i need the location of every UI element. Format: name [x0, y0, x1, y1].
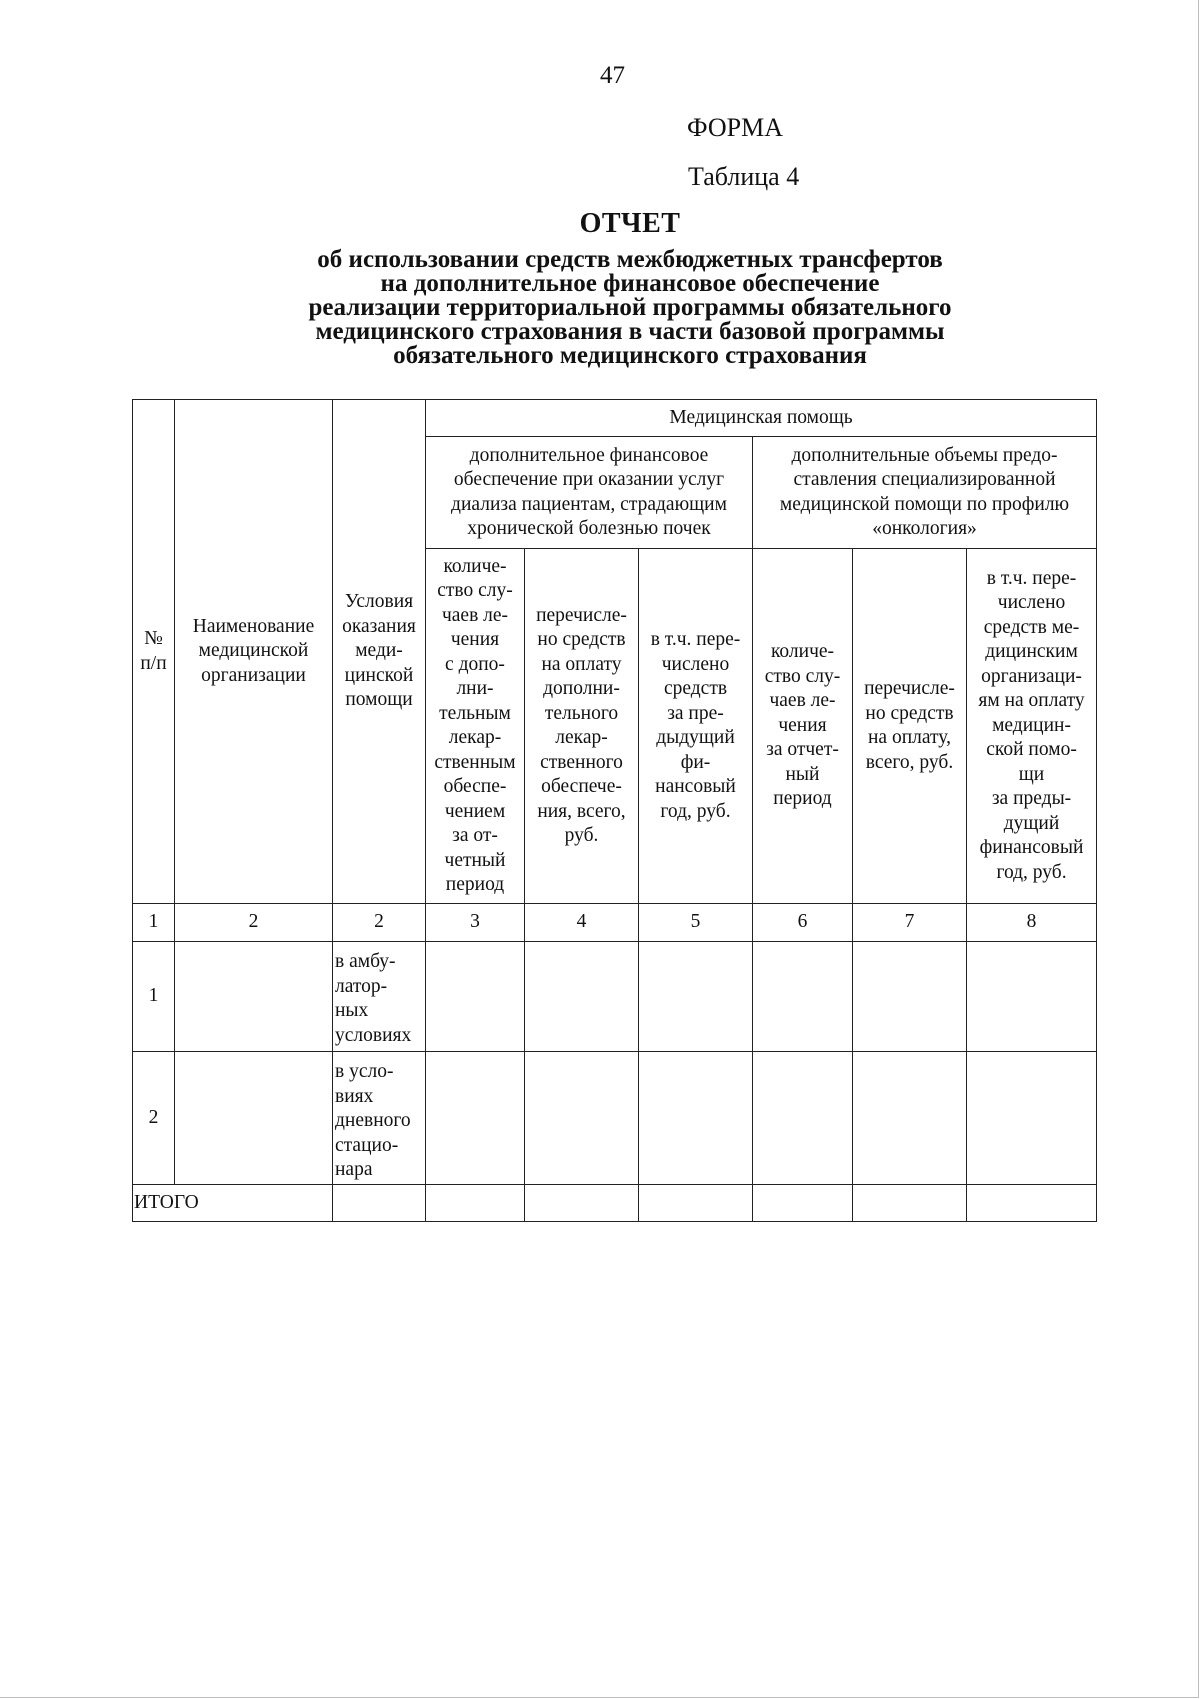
column-number: 1: [133, 904, 175, 942]
total-row: [133, 1185, 1097, 1222]
header-line: средств ме-: [983, 616, 1080, 638]
header-line: ственным: [434, 751, 516, 773]
header-line: ственного: [540, 751, 623, 773]
header-col7: [853, 549, 967, 904]
table-label: Таблица 4: [688, 162, 800, 191]
header-line: с допо-: [445, 653, 505, 675]
header-line: дицинским: [985, 641, 1078, 663]
row-cell: [426, 1052, 525, 1185]
header-group-oncology: дополнительные объемы предо- ставления специализированной медицинской помощи по профилю «онкология»: [753, 437, 1097, 549]
header-line: числено: [997, 592, 1066, 614]
header-line: период: [445, 874, 505, 895]
row-cell: [639, 1052, 753, 1185]
table-row: [133, 1052, 1097, 1185]
header-line: организаци-: [981, 665, 1082, 687]
row-cell: [967, 942, 1097, 1052]
header-line: но средств: [865, 702, 954, 724]
row-org-name-cell: [175, 1052, 333, 1185]
subtitle-line: медицинского страхования в части базовой программы: [315, 318, 945, 345]
header-line: за преды-: [991, 788, 1072, 810]
row-org-name-cell: [175, 942, 333, 1052]
column-number: 4: [525, 904, 639, 942]
total-cell: [525, 1185, 639, 1222]
column-number: 5: [639, 904, 753, 942]
header-line: ния, всего,: [537, 800, 626, 822]
header-line: лекар-: [555, 727, 608, 748]
header-line: ям на оплату: [978, 690, 1085, 712]
column-number: 6: [753, 904, 853, 942]
header-line: год, руб.: [660, 800, 731, 822]
row-cell: [753, 942, 853, 1052]
header-line: нансовый: [655, 776, 736, 797]
header-line: числено: [661, 653, 730, 675]
header-line: на оплату: [541, 653, 622, 675]
report-subtitle: [230, 248, 1030, 368]
total-cell: [967, 1185, 1097, 1222]
page-number: 47: [600, 62, 625, 89]
header-line: ской помо-: [986, 739, 1077, 761]
header-line: тельного: [544, 702, 619, 724]
column-number: 2: [333, 904, 426, 942]
header-line: чения: [450, 629, 500, 650]
header-num: № п/п: [133, 400, 175, 904]
row-cell: [853, 942, 967, 1052]
header-line: тельным: [439, 702, 511, 724]
header-line: дополни-: [543, 678, 620, 699]
row-cell: [853, 1052, 967, 1185]
header-line: финансовый: [979, 837, 1084, 859]
header-line: лни-: [456, 678, 494, 699]
condition-line: условиях: [335, 1024, 412, 1046]
header-line: дущий: [1003, 812, 1060, 834]
header-line: лекар-: [448, 727, 502, 748]
header-line: фи-: [680, 751, 711, 773]
header-line: щи: [1018, 763, 1045, 785]
header-col8: [967, 549, 1097, 904]
header-line: дыдущий: [656, 727, 735, 748]
header-col4: [525, 549, 639, 904]
column-number: 3: [426, 904, 525, 942]
header-line: количе-: [770, 641, 835, 663]
header-line: за от-: [452, 825, 498, 846]
header-line: чением: [444, 800, 506, 822]
condition-line: виях: [335, 1085, 374, 1107]
header-line: руб.: [564, 825, 599, 846]
subtitle-line: обязательного медицинского страхования: [393, 342, 867, 369]
header-line: период: [773, 788, 832, 810]
header-line: но средств: [537, 629, 626, 650]
column-number: 7: [853, 904, 967, 942]
row-cell: [753, 1052, 853, 1185]
total-cell: [853, 1185, 967, 1222]
condition-line: нара: [335, 1159, 373, 1180]
row-condition: [333, 1052, 426, 1185]
header-line: обеспече-: [541, 776, 622, 797]
header-line: перечисле-: [864, 678, 955, 699]
header-line: чаев ле-: [769, 690, 836, 712]
condition-line: в усло-: [335, 1061, 394, 1082]
header-line: медицин-: [992, 714, 1071, 736]
header-line: количе-: [443, 555, 507, 577]
header-line: год, руб.: [996, 861, 1067, 883]
row-cell: [525, 1052, 639, 1185]
table-row: [133, 942, 1097, 1052]
header-line: всего, руб.: [865, 751, 954, 773]
header-conditions: Условия оказания меди- цинской помощи: [333, 400, 426, 904]
total-label: ИТОГО: [133, 1185, 333, 1222]
total-cell: [753, 1185, 853, 1222]
header-col5: [639, 549, 753, 904]
subtitle-line: об использовании средств межбюджетных трансфертов: [317, 246, 943, 273]
form-label: ФОРМА: [687, 113, 783, 142]
header-line: чения: [778, 714, 827, 736]
header-col6: [753, 549, 853, 904]
header-line: в т.ч. пере-: [650, 629, 741, 650]
column-numbers-row: [133, 904, 1097, 942]
header-group-dialysis: дополнительное финансовое обеспечение при оказании услуг диализа пациентам, страдающим хронической болезнью почек: [426, 437, 753, 549]
condition-line: в амбу-: [335, 951, 396, 972]
row-cell: [639, 942, 753, 1052]
header-line: обеспе-: [443, 776, 507, 797]
header-line: средств: [663, 678, 728, 699]
header-line: ство слу-: [764, 665, 841, 687]
row-condition: [333, 942, 426, 1052]
report-title: ОТЧЕТ: [579, 208, 681, 239]
report-table: [132, 399, 1097, 1222]
column-number: 2: [175, 904, 333, 942]
row-cell: [426, 942, 525, 1052]
header-col3: [426, 549, 525, 904]
header-row-top: [133, 400, 1097, 437]
header-line: перечисле-: [536, 604, 627, 626]
header-line: чаев ле-: [441, 604, 509, 626]
header-line: ный: [785, 763, 820, 785]
subtitle-line: реализации территориальной программы обязательного: [308, 294, 952, 321]
row-num: 1: [133, 942, 175, 1052]
header-line: на оплату,: [868, 727, 951, 748]
header-line: в т.ч. пере-: [986, 567, 1077, 589]
row-cell: [967, 1052, 1097, 1185]
column-number: 8: [967, 904, 1097, 942]
total-cell: [426, 1185, 525, 1222]
row-num: 2: [133, 1052, 175, 1185]
total-cell: [639, 1185, 753, 1222]
header-line: за отчет-: [766, 739, 839, 761]
header-line: ство слу-: [437, 580, 513, 601]
row-cell: [525, 942, 639, 1052]
subtitle-line: на дополнительное финансовое обеспечение: [380, 270, 880, 297]
condition-line: ных: [335, 1000, 369, 1021]
total-cell: [333, 1185, 426, 1222]
header-org-name: Наименование медицинской организации: [175, 400, 333, 904]
condition-line: латор-: [335, 975, 388, 997]
header-line: четный: [444, 849, 506, 871]
condition-line: стацио-: [335, 1134, 399, 1156]
header-medical-care: Медицинская помощь: [426, 400, 1097, 437]
condition-line: дневного: [335, 1110, 411, 1131]
header-line: за пре-: [667, 702, 724, 724]
